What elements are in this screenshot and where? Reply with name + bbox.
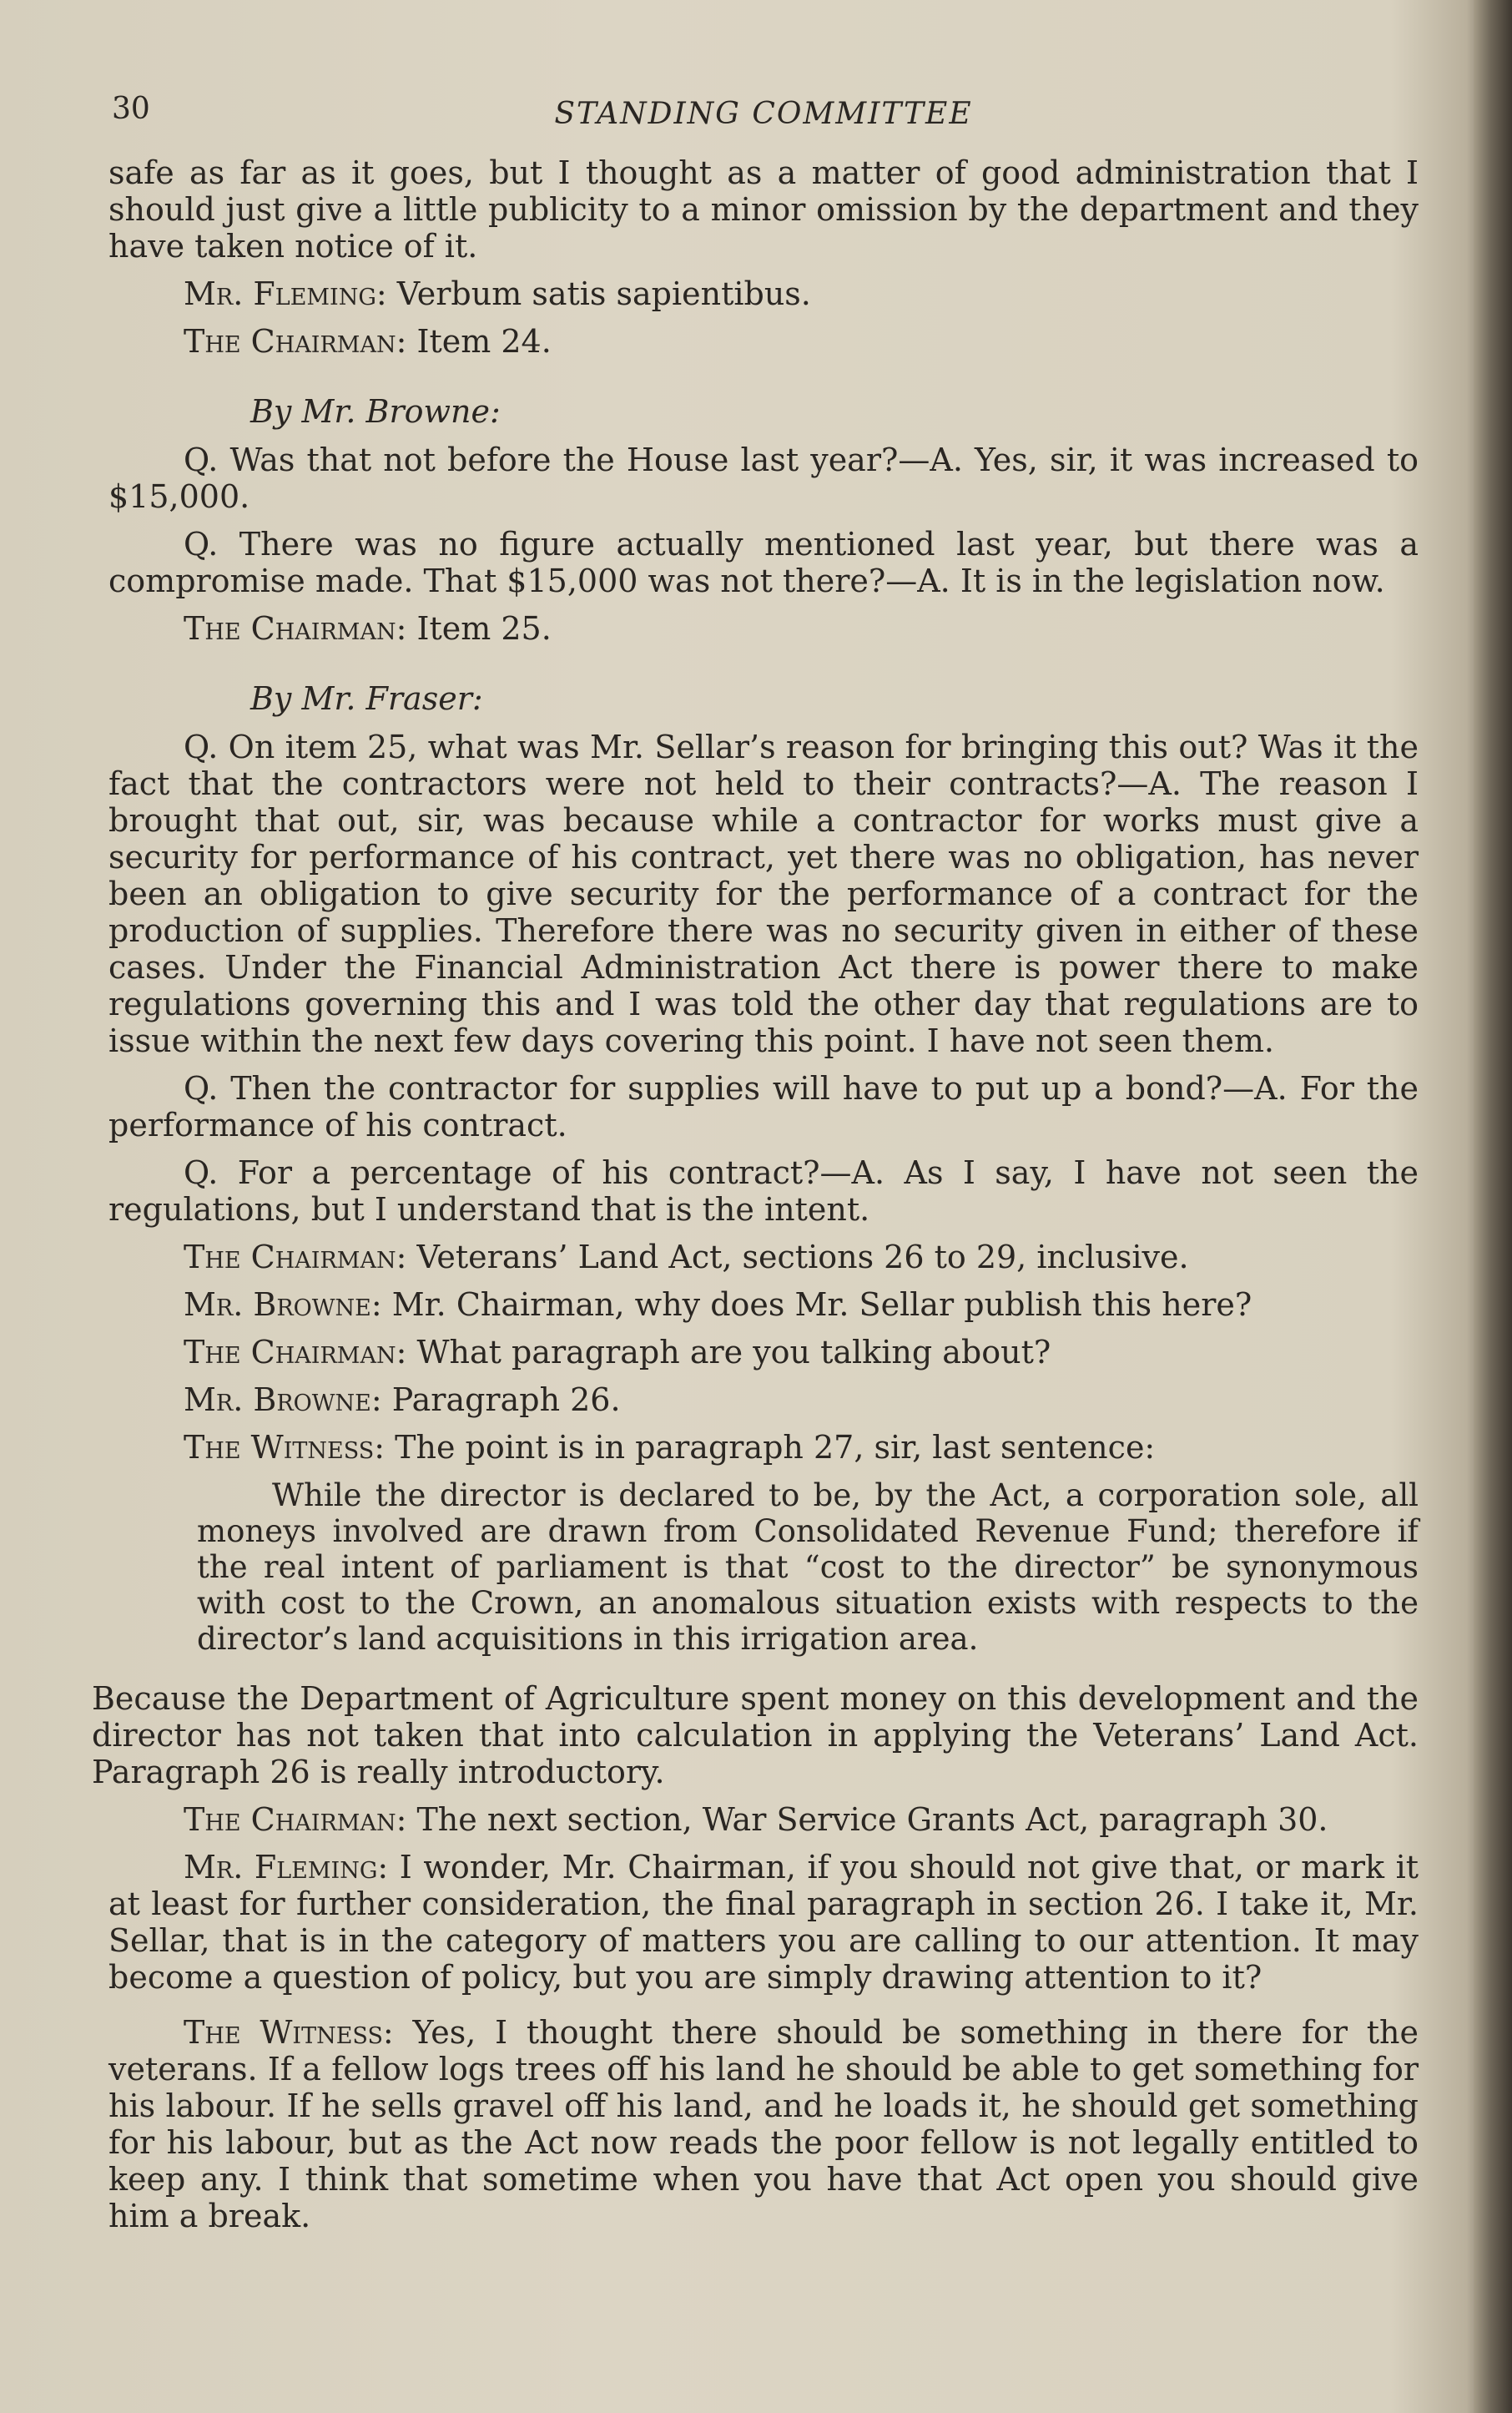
paragraph: The Witness: Yes, I thought there should be something in there for the veterans. If a fellow logs trees off his land he should be able to get something for his labour. If he sells gravel off his land, and he loads it, he should get something for his labour, but as the Act now reads the poor fellow is not legally entitled to keep any. I think that sometime when you have that Act open you should give him a break.	[108, 2014, 1419, 2234]
paragraph: Q. For a percentage of his contract?—A. As I say, I have not seen the regulations, but I understand that is the intent.	[108, 1154, 1419, 1228]
speaker: The Chairman:	[184, 1334, 407, 1371]
paragraph: Q. There was no figure actually mentioned last year, but there was a compromise made. That $15,000 was not there?—A. It is in the legislation now.	[108, 526, 1419, 599]
speaker: Mr. Browne:	[184, 1286, 382, 1323]
paragraph: The Chairman: The next section, War Service Grants Act, paragraph 30.	[184, 1801, 1328, 1838]
paragraph: Mr. Fleming: I wonder, Mr. Chairman, if you should not give that, or mark it at least for further consideration, the final paragraph in section 26. I take it, Mr. Sellar, that is in the category of matters you are calling to our attention. It may become a question of policy, but you are simply drawing attention to it?	[108, 1849, 1419, 1996]
paragraph: The Witness: The point is in paragraph 27, sir, last sentence:	[184, 1429, 1156, 1466]
paragraph: The Chairman: Item 24.	[184, 323, 552, 360]
speaker: The Chairman:	[184, 323, 407, 360]
page-number: 30	[112, 92, 150, 126]
book-spine-shadow	[1474, 0, 1512, 2413]
examiner-heading: By Mr. Fraser:	[250, 680, 483, 717]
block-quote: While the director is declared to be, by the Act, a corporation sole, all moneys involved are drawn from Consolidated Revenue Fund; therefore if the real intent of parliament is that “cost to the director” be synonymous with cost to the Crown, an anomalous situation exists with respects to the director’s land acquisitions in this irrigation area.	[197, 1477, 1419, 1657]
speaker: The Witness:	[184, 1429, 386, 1466]
speaker: Mr. Fleming:	[184, 1849, 389, 1885]
paragraph: Mr. Fleming: Verbum satis sapientibus.	[184, 275, 811, 312]
examiner-heading: By Mr. Browne:	[250, 393, 501, 430]
page-content	[92, 88, 1419, 2245]
speaker: The Witness:	[184, 2014, 394, 2051]
paragraph: Mr. Browne: Mr. Chairman, why does Mr. Sellar publish this here?	[184, 1286, 1252, 1323]
paragraph: Q. Then the contractor for supplies will have to put up a bond?—A. For the performance of his contract.	[108, 1070, 1419, 1143]
speaker: Mr. Fleming:	[184, 275, 387, 312]
running-head: STANDING COMMITTEE	[554, 97, 973, 131]
paragraph: safe as far as it goes, but I thought as a matter of good administration that I should just give a little publicity to a minor omission by the department and they have taken notice of it.	[108, 154, 1419, 265]
paragraph: The Chairman: What paragraph are you talking about?	[184, 1334, 1051, 1371]
paragraph: Because the Department of Agriculture spent money on this development and the director has not taken that into calculation in applying the Veterans’ Land Act. Paragraph 26 is really introductory.	[92, 1680, 1419, 1790]
paragraph: Q. On item 25, what was Mr. Sellar’s reason for bringing this out? Was it the fact that the contractors were not held to their contracts?—A. The reason I brought that out, sir, was because while a contractor for works must give a security for performance of his contract, yet there was no obligation, has never been an obligation to give security for the performance of a contract for the production of supplies. Therefore there was no security given in either of these cases. Under the Financial Administration Act there is power there to make regulations governing this and I was told the other day that regulations are to issue within the next few days covering this point. I have not seen them.	[108, 729, 1419, 1059]
paragraph: Mr. Browne: Paragraph 26.	[184, 1381, 621, 1418]
page-header	[108, 88, 1419, 146]
speaker: The Chairman:	[184, 1801, 407, 1838]
speaker: Mr. Browne:	[184, 1381, 382, 1418]
paragraph: The Chairman: Veterans’ Land Act, sections 26 to 29, inclusive.	[184, 1239, 1189, 1275]
paragraph: Q. Was that not before the House last year?—A. Yes, sir, it was increased to $15,000.	[108, 442, 1419, 515]
paragraph: The Chairman: Item 25.	[184, 610, 552, 647]
speaker: The Chairman:	[184, 610, 407, 647]
speaker: The Chairman:	[184, 1239, 407, 1275]
